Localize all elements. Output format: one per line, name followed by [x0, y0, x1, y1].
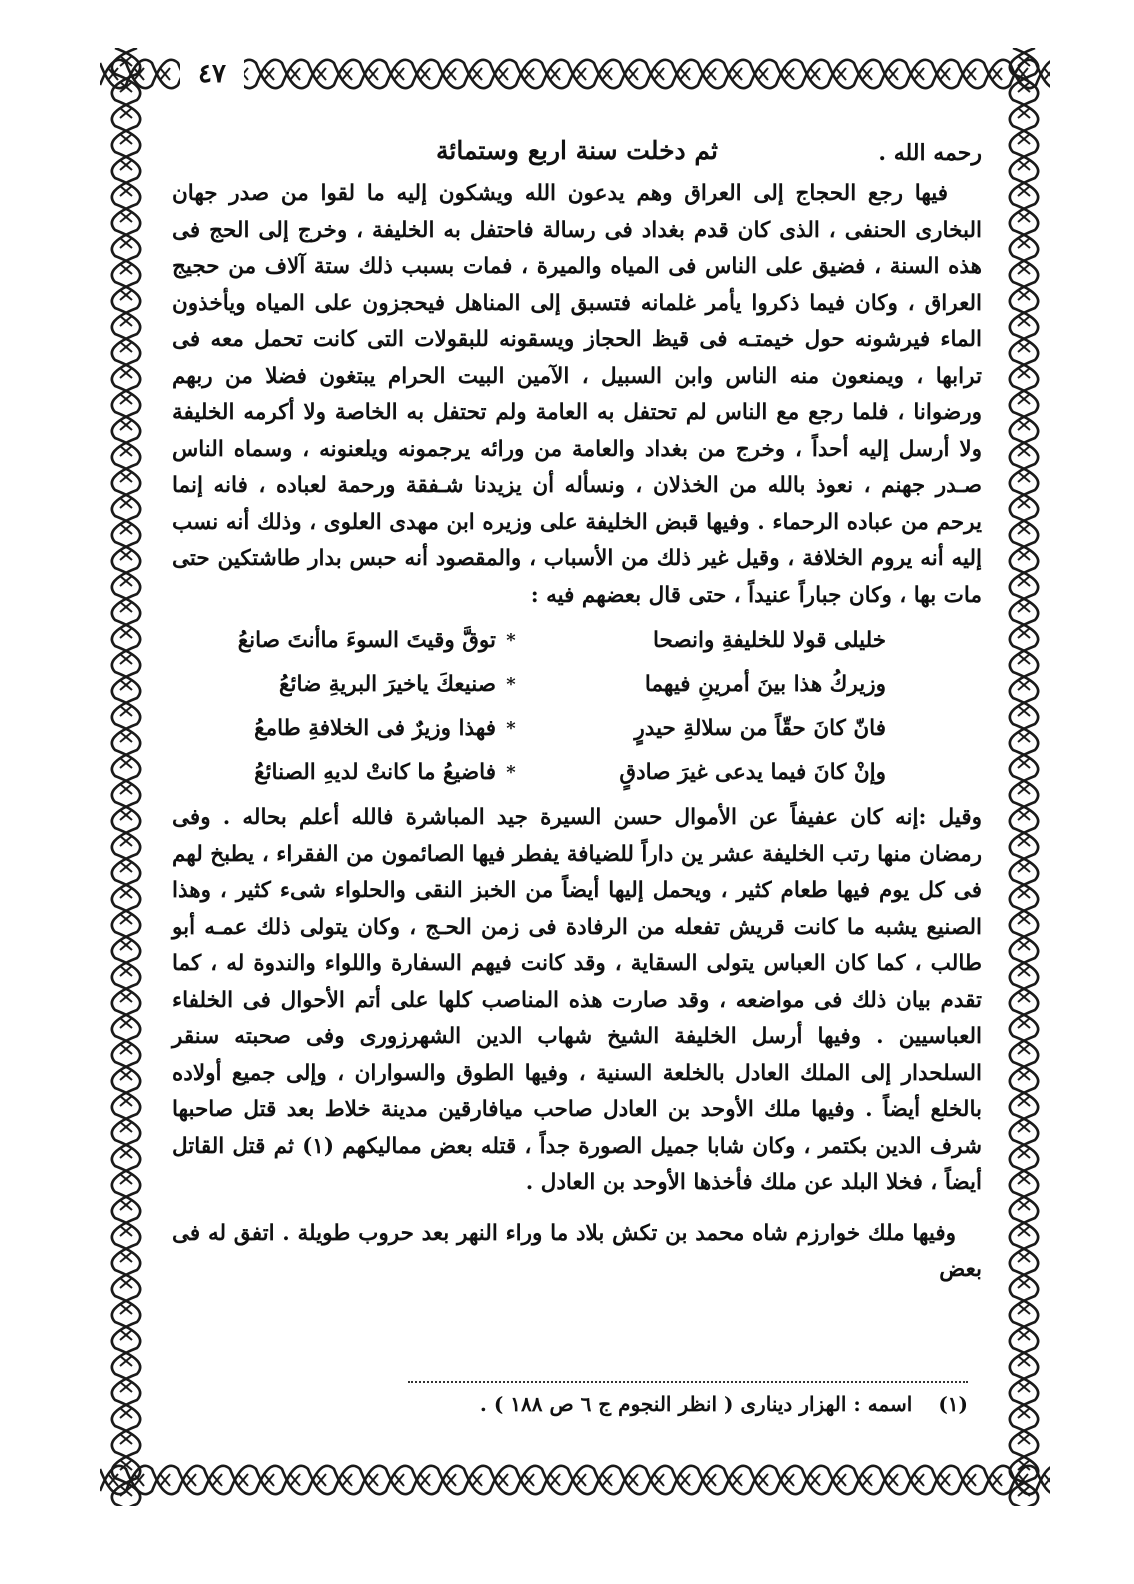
decorative-border-bottom — [100, 1454, 1050, 1506]
poem-verse — [172, 618, 982, 662]
poem-verse — [172, 662, 982, 706]
page-content — [172, 132, 982, 1289]
section-heading: ثم دخلت سنة اربع وستمائة — [436, 136, 718, 165]
footnote-marker: (١) — [938, 1392, 968, 1416]
decorative-border-right — [998, 48, 1050, 1506]
verse-second-hemistich: فهذا وزيرٌ فى الخلافةِ طامعُ — [254, 715, 496, 741]
verse-second-hemistich: توقَّ وقيتَ السوءَ ماأنتَ صانعُ — [237, 627, 496, 653]
poem-verse — [172, 750, 982, 794]
body-paragraph: وقيل :إنه كان عفيفاً عن الأموال حسن السيرة جيد المباشرة فالله أعلم بحاله . وفى رمضان منها رتب الخليفة عشر ين داراً للضيافة يفطر فيها الصائمون من الفقراء ، يطبخ لهم فى كل يوم فيها طعام كثير ، ويحمل إليها أيضاً من الخبز النقى والحلواء شىء كثير ، وهذا الصنيع يشبه ما كانت قريش تفعله من الرفادة فى زمن الحـج ، وكان يتولى ذلك عمـه أبو طالب ، كما كان العباس يتولى السقاية ، وقد كانت فيهم السفارة واللواء والندوة له ، كما تقدم بيان ذلك فى مواضعه ، وقد صارت هذه المناصب كلها على أتم الأحوال فى الخلفاء العباسيين . وفيها أرسل الخليفة الشيخ شهاب الدين الشهرزورى وفى صحبته سنقر السلحدار إلى الملك العادل بالخلعة السنية ، وفيها الطوق والسواران ، وإلى جميع أولاده بالخلع أيضاً . وفيها ملك الأوحد بن العادل صاحب ميافارقين مدينة خلاط بعد قتل صاحبها شرف الدين بكتمر ، وكان شابا جميل الصورة جداً ، قتله بعض مماليكهم (١) ثم قتل القاتل أيضاً ، فخلا البلد عن ملك فأخذها الأوحد بن العادل . — [172, 805, 982, 1195]
verse-first-hemistich: فانّ كانَ حقّاً من سلالةِ حيدرٍ — [634, 715, 886, 741]
verse-first-hemistich: وزيركُ هذا بينَ أمرينِ فيهما — [644, 671, 886, 697]
footnote — [408, 1392, 968, 1416]
verse-separator: * — [506, 761, 516, 783]
verse-separator: * — [506, 717, 516, 739]
page-number: ٤٧ — [198, 59, 226, 89]
verse-second-hemistich: صنيعكَ ياخيرَ البريةِ ضائعُ — [279, 671, 496, 697]
footnote-text: اسمه : الهزار دينارى ( انظر النجوم ج ٦ ص ١٨٨ ) . — [479, 1392, 913, 1416]
poem-verse — [172, 706, 982, 750]
body-paragraph: وفيها ملك خوارزم شاه محمد بن تكش بلاد ما وراء النهر بعد حروب طويلة . اتفق له فى بعض — [172, 1220, 982, 1282]
verse-separator: * — [506, 673, 516, 695]
page-number-box — [180, 52, 244, 96]
previous-entry-tail: رحمه الله . — [878, 140, 982, 166]
verse-separator: * — [506, 629, 516, 651]
verse-second-hemistich: فاضيعُ ما كانتْ لديهِ الصنائعُ — [254, 759, 496, 785]
decorative-border-left — [100, 48, 152, 1506]
verse-first-hemistich: وإنْ كانَ فيما يدعى غيرَ صادقٍ — [619, 759, 886, 785]
footnote-separator — [408, 1381, 968, 1383]
heading-row — [172, 132, 982, 176]
poem — [172, 618, 982, 794]
verse-first-hemistich: خليلى قولا للخليفةِ وانصحا — [652, 627, 886, 653]
body-paragraph: فيها رجع الحجاج إلى العراق وهم يدعون الله ويشكون إليه ما لقوا من صدر جهان البخارى الحنفى ، الذى كان قدم بغداد فى رسالة فاحتفل به الخليفة ، وخرج إلى الحج فى هذه السنة ، فضيق على الناس فى المياه والميرة ، فمات بسبب ذلك ستة آلاف من حجيج العراق ، وكان فيما ذكروا يأمر غلمانه فتسبق إلى المناهل فيحجزون على المياه ويأخذون الماء فيرشونه حول خيمتـه فى قيظ الحجاز ويسقونه للبقولات التى كانت تحمل معه فى ترابها ، ويمنعون منه الناس وابن السبيل ، الآمين البيت الحرام يبتغون فضلا من ربهم ورضوانا ، فلما رجع مع الناس لم تحتفل به العامة ولم تحتفل به الخاصة ولا أكرمه الخليفة ولا أرسل إليه أحداً ، وخرج من بغداد والعامة من ورائه يرجمونه ويلعنونه ، وسماه الناس صـدر جهنم ، نعوذ بالله من الخذلان ، ونسأله أن يزيدنا شـفقة ورحمة لعباده ، فانه إنما يرحم من عباده الرحماء . وفيها قبض الخليفة على وزيره ابن مهدى العلوى ، وذلك أنه نسب إليه أنه يروم الخلافة ، وقيل غير ذلك من الأسباب ، والمقصود أنه حبس بدار طاشتكين حتى مات بها ، وكان جباراً عنيداً ، حتى قال بعضهم فيه : — [172, 181, 982, 608]
